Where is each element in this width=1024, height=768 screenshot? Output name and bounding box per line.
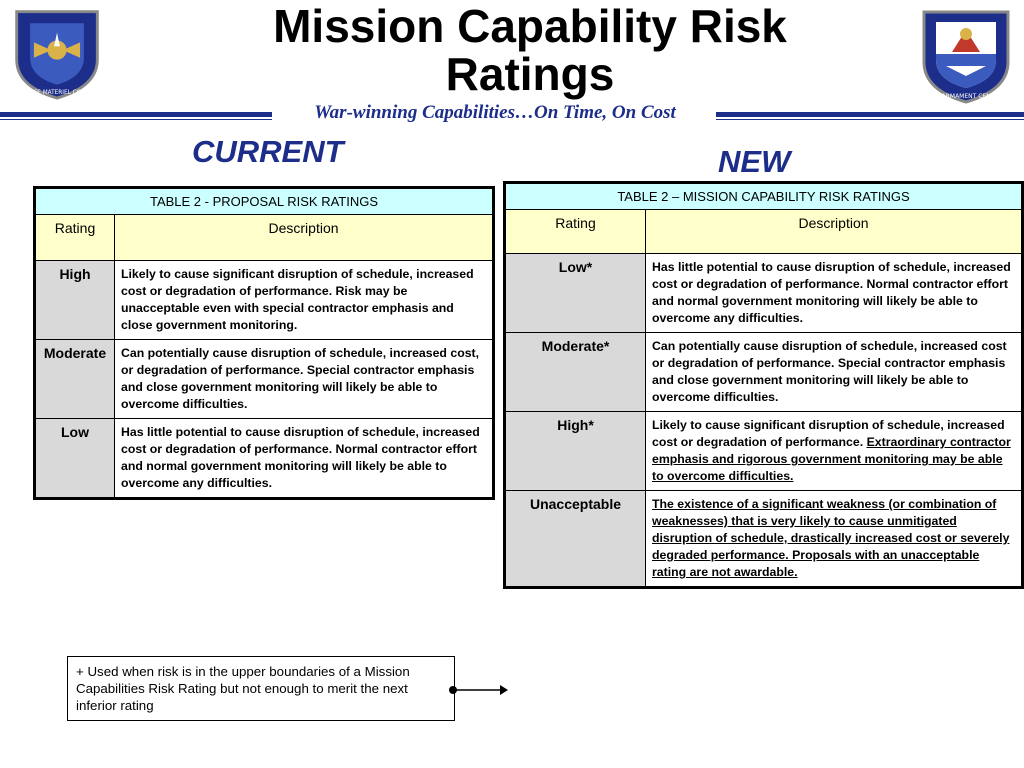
rating-cell: Low [35,419,115,499]
table-row [505,254,1023,333]
left-emblem-text: AIR FORCE MATERIEL COMMAND [10,90,104,97]
current-risk-table [33,186,495,500]
tagline: War-winning Capabilities…On Time, On Cost [314,102,676,123]
rating-cell: Moderate* [505,333,646,412]
column-header-rating: Rating [35,215,115,261]
new-risk-table [503,181,1024,589]
description-cell [646,412,1023,491]
description-text: Likely to cause significant disruption of schedule, increased cost or degradation of performance. [652,418,1005,449]
page-title [180,2,880,98]
header-rule-right [716,112,1024,117]
description-cell: Likely to cause significant disruption of schedule, increased cost or degradation of performance. Risk may be unacceptable even with special contractor emphasis and close government monitoring. [115,261,494,340]
header-rule-left [0,112,272,117]
description-underlined-text: Extraordinary contractor emphasis and rigorous government monitoring may be able to overcome difficulties. [652,435,1011,483]
table-row [505,491,1023,588]
description-cell: Can potentially cause disruption of schedule, increased cost, or degradation of performance. Special contractor emphasis and close government monitoring will likely be able to overcome difficulties. [115,340,494,419]
air-armament-center-emblem [916,4,1016,104]
table-row [505,412,1023,491]
description-text: Has little potential to cause disruption of schedule, increased cost or degradation of performance. Normal contractor effort and normal government monitoring will likely be able to overcome any difficulties. [652,260,1011,325]
air-force-materiel-command-emblem [8,4,106,100]
description-cell [646,333,1023,412]
arrow-right-icon [448,683,508,697]
current-table-caption: TABLE 2 - PROPOSAL RISK RATINGS [35,188,494,215]
new-label: NEW [718,144,791,179]
rating-cell: Unacceptable [505,491,646,588]
column-header-description: Description [115,215,494,261]
rating-cell: Moderate [35,340,115,419]
rating-cell: High [35,261,115,340]
description-underlined-text: The existence of a significant weakness (or combination of weaknesses) that is very likely to cause unmitigated disruption of schedule, drastically increased cost or severely degraded performance. Proposals with an unacceptable rating are not awardable. [652,497,1010,579]
table-row [505,333,1023,412]
description-cell: Has little potential to cause disruption of schedule, increased cost or degradation of performance. Normal contractor effort and normal government monitoring will likely be able to overcome any difficulties. [115,419,494,499]
right-emblem-text: AIR ARMAMENT CENTER [929,93,1003,100]
new-table-caption: TABLE 2 – MISSION CAPABILITY RISK RATINGS [505,183,1023,210]
rating-cell: High* [505,412,646,491]
table-row [35,340,494,419]
header-rule-right-thin [716,119,1024,120]
rating-cell: Low* [505,254,646,333]
table-row [35,419,494,499]
footnote-box: + Used when risk is in the upper boundaries of a Mission Capabilities Risk Rating but not enough to merit the next inferior rating [67,656,455,721]
title-line-2: Ratings [445,48,615,100]
column-header-description: Description [646,210,1023,254]
title-line-1: Mission Capability Risk [273,0,787,52]
description-cell [646,254,1023,333]
column-header-rating: Rating [505,210,646,254]
description-text: Can potentially cause disruption of schedule, increased cost or degradation of performance. Special contractor emphasis and close government monitoring will likely be able to overcome difficulties. [652,339,1007,404]
table-row [35,261,494,340]
current-label: CURRENT [192,134,344,169]
header-rule-left-thin [0,119,272,120]
description-cell [646,491,1023,588]
